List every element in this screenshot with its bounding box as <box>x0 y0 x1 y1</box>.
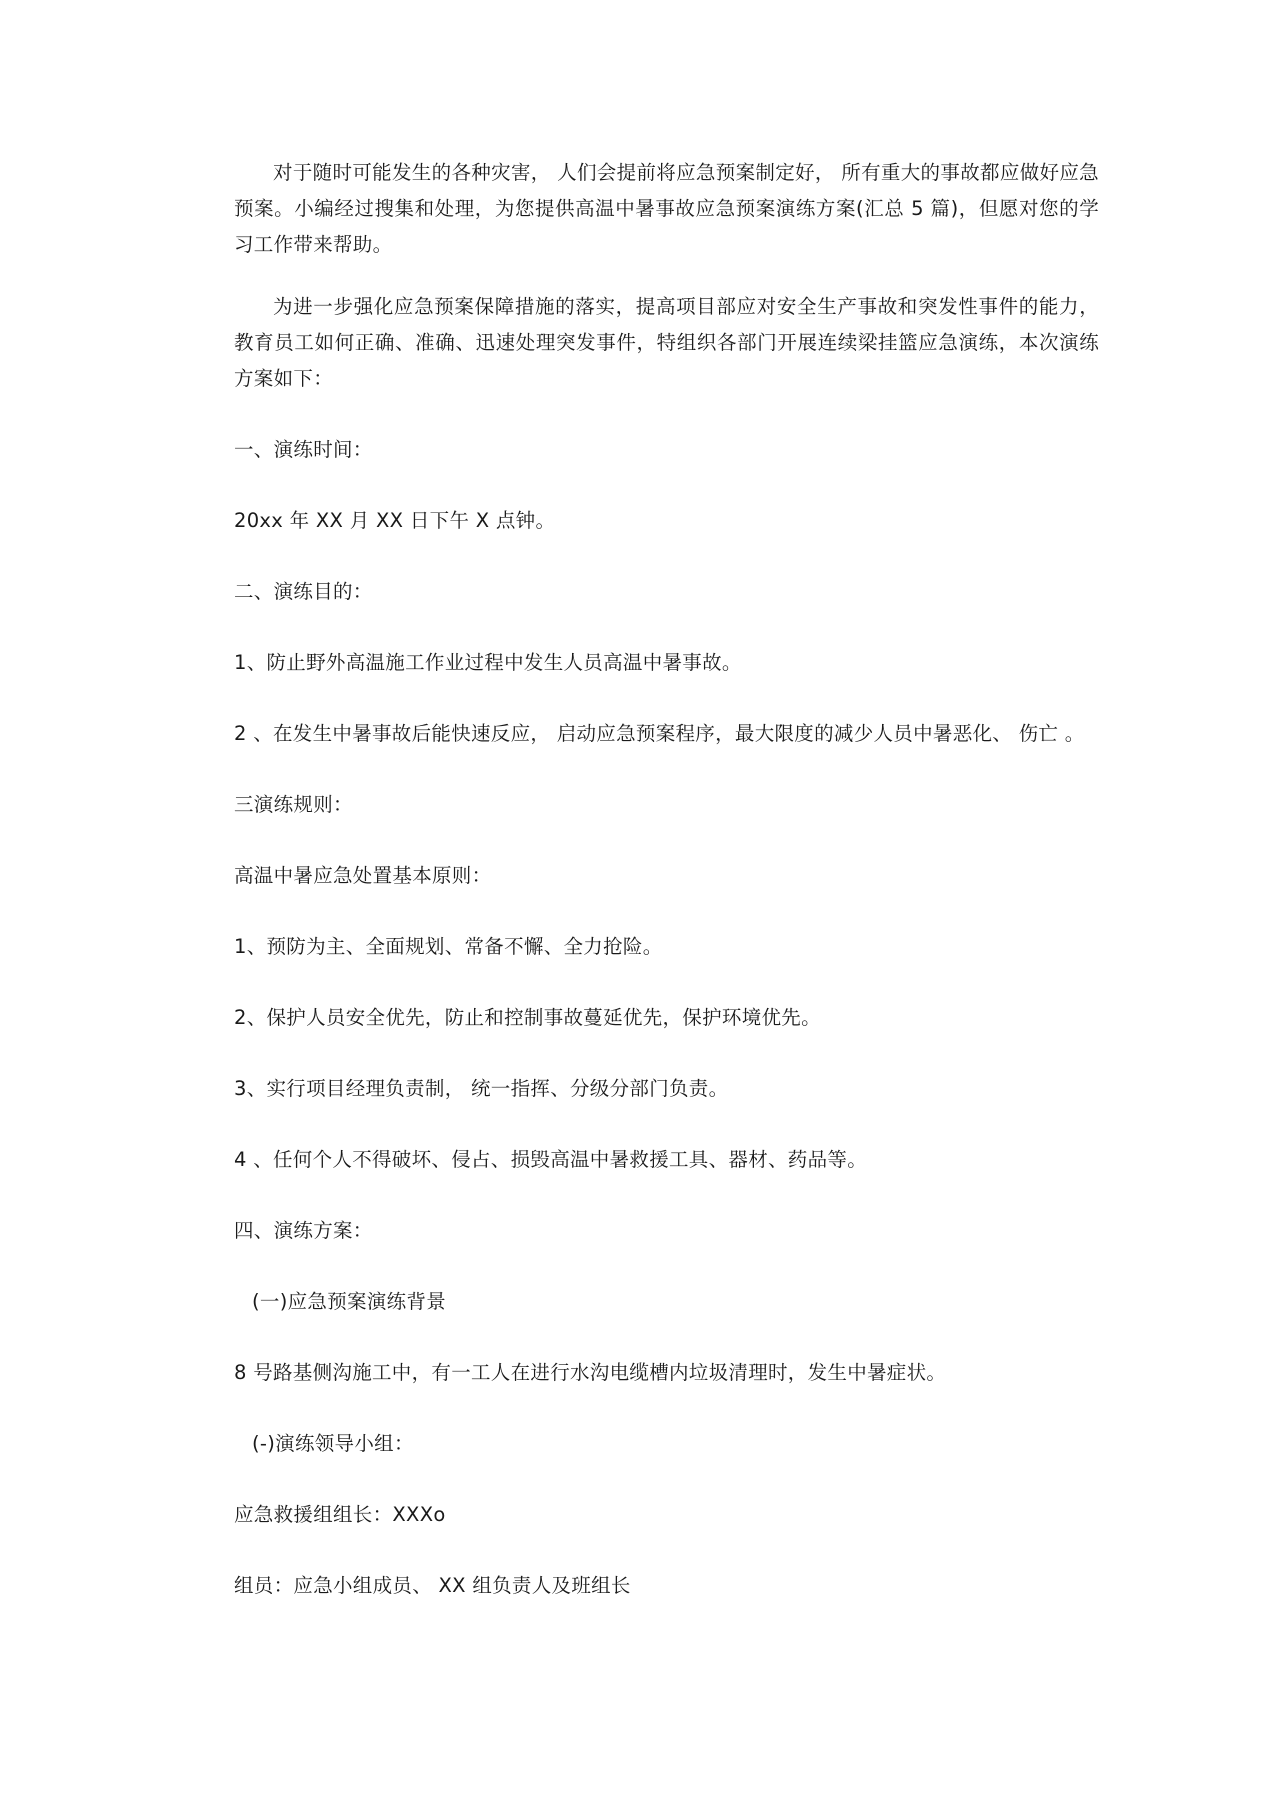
section-heading-goals: 二、演练目的： <box>234 580 373 603</box>
purpose-paragraph: 为进一步强化应急预案保障措施的落实，提高项目部应对安全生产事故和突发性事件的能力，教育员工如何正确、准确、迅速处理突发事件，特组织各部门开展连续梁挂篮应急演练，本次演练方案如下： <box>234 295 1099 390</box>
goal-item: 2 、在发生中暑事故后能快速反应， 启动应急预案程序，最大限度的减少人员中暑恶化、 伤亡 。 <box>234 722 1085 745</box>
rule-item: 3、实行项目经理负责制， 统一指挥、分级分部门负责。 <box>234 1077 729 1100</box>
intro-paragraph: 对于随时可能发生的各种灾害， 人们会提前将应急预案制定好， 所有重大的事故都应做好应急预案。小编经过搜集和处理，为您提供高温中暑事故应急预案演练方案(汇总 5 篇)，但愿对您的学习工作带来帮助。 <box>234 161 1099 256</box>
section-heading-plan: 四、演练方案： <box>234 1219 373 1242</box>
team-members: 组员：应急小组成员、 XX 组负责人及班组长 <box>234 1574 631 1597</box>
drill-time: 20xx 年 XX 月 XX 日下午 X 点钟。 <box>234 509 556 532</box>
section-heading-time: 一、演练时间： <box>234 438 373 461</box>
document-body <box>234 155 1099 1604</box>
subsection-heading-leadership: (-)演练领导小组： <box>252 1432 414 1455</box>
background-text: 8 号路基侧沟施工中，有一工人在进行水沟电缆槽内垃圾清理时，发生中暑症状。 <box>234 1361 947 1384</box>
rule-item: 2、保护人员安全优先，防止和控制事故蔓延优先，保护环境优先。 <box>234 1006 821 1029</box>
team-leader: 应急救援组组长：XXXo <box>234 1503 446 1526</box>
rule-item: 4 、任何个人不得破坏、侵占、损毁高温中暑救援工具、器材、药品等。 <box>234 1148 868 1171</box>
rule-item: 1、预防为主、全面规划、常备不懈、全力抢险。 <box>234 935 663 958</box>
section-heading-rules: 三演练规则： <box>234 793 353 816</box>
principles-heading: 高温中暑应急处置基本原则： <box>234 864 492 887</box>
goal-item: 1、防止野外高温施工作业过程中发生人员高温中暑事故。 <box>234 651 742 674</box>
subsection-heading-background: (一)应急预案演练背景 <box>252 1290 447 1313</box>
